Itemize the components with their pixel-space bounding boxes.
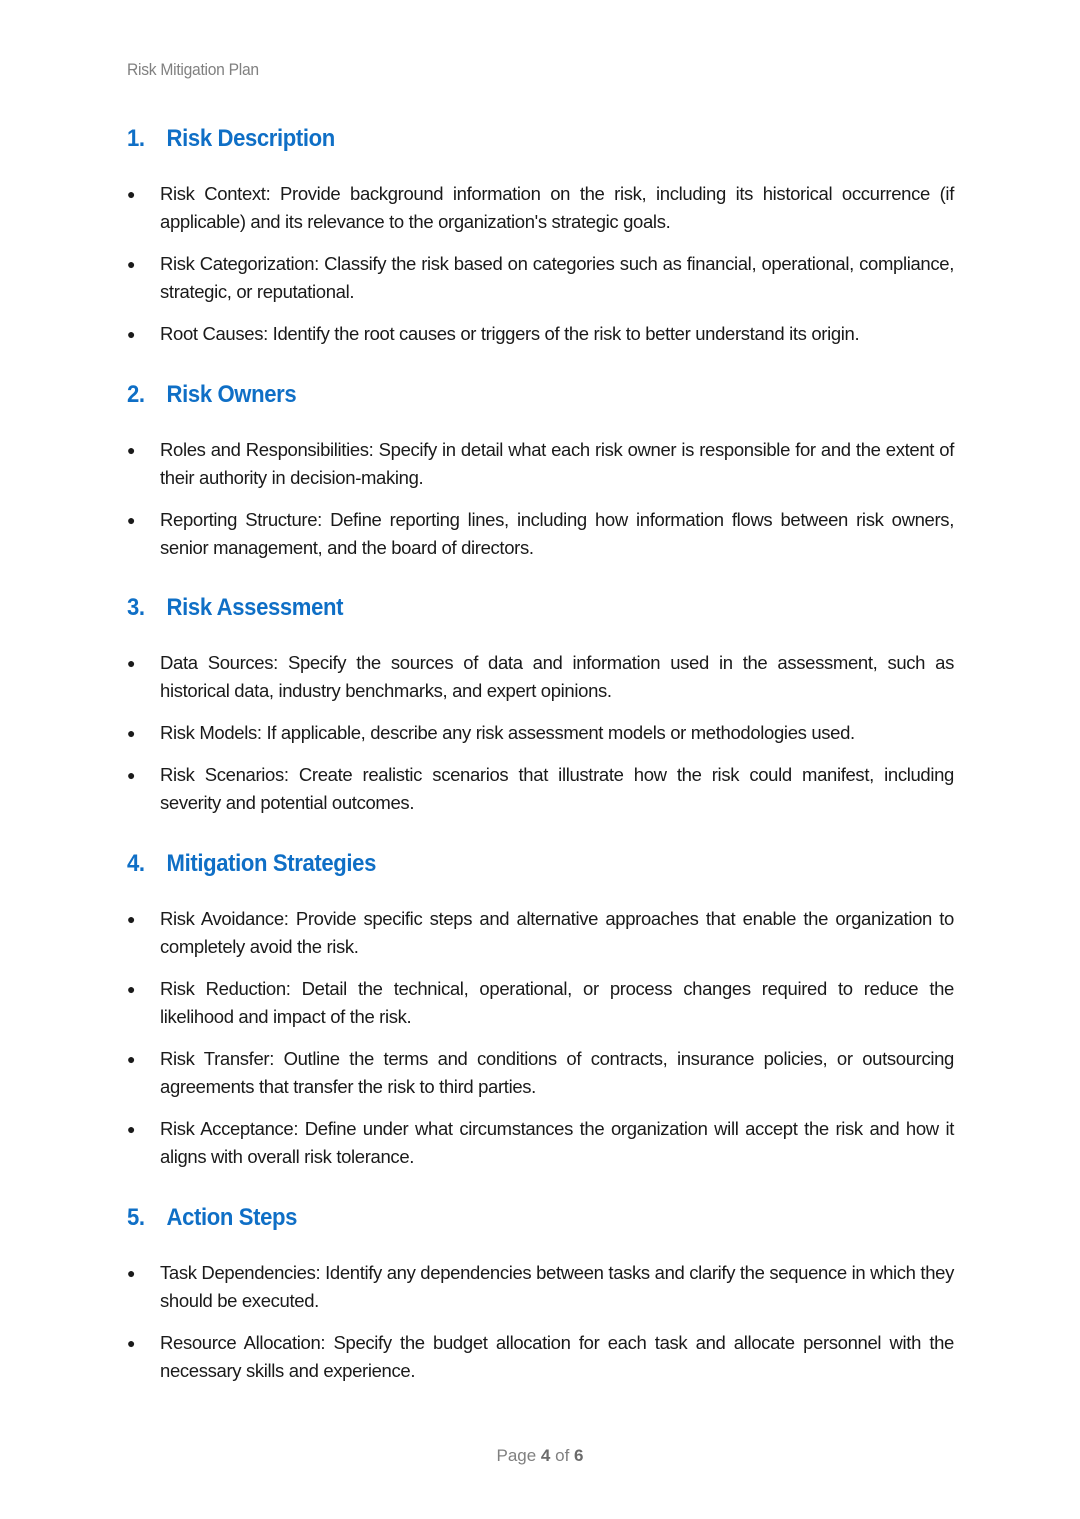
section-heading: 1. Risk Description [127, 125, 335, 152]
bullet-icon: ● [127, 512, 136, 528]
list-item: ● Resource Allocation: Specify the budget allocation for each task and allocate personnel with the necessary skills and experience. [127, 1329, 954, 1385]
list-item: ● Data Sources: Specify the sources of data and information used in the assessment, such as historical data, industry benchmarks, and expert opinions. [127, 649, 954, 705]
list-item: ● Risk Avoidance: Provide specific steps and alternative approaches that enable the organization to completely avoid the risk. [127, 905, 954, 961]
list-item: ● Roles and Responsibilities: Specify in detail what each risk owner is responsible for and the extent of their authority in decision-making. [127, 436, 954, 492]
list-item: ● Risk Acceptance: Define under what circumstances the organization will accept the risk and how it aligns with overall risk tolerance. [127, 1115, 954, 1171]
bullet-icon: ● [127, 1265, 136, 1281]
bullet-icon: ● [127, 981, 136, 997]
section-heading: 5. Action Steps [127, 1204, 298, 1231]
bullet-icon: ● [127, 725, 136, 741]
bullet-icon: ● [127, 1121, 136, 1137]
page-number-footer: Page 4 of 6 [496, 1446, 584, 1465]
bullet-icon: ● [127, 767, 136, 783]
bullet-icon: ● [127, 911, 136, 927]
section-mitigation-strategies [127, 850, 954, 1185]
section-risk-assessment [127, 594, 954, 831]
list-item: ● Risk Context: Provide background information on the risk, including its historical occurrence (if applicable) and its relevance to the organization's strategic goals. [127, 180, 954, 236]
bullet-list [127, 1259, 954, 1385]
list-item: ● Risk Scenarios: Create realistic scenarios that illustrate how the risk could manifest, including severity and potential outcomes. [127, 761, 954, 817]
bullet-list [127, 649, 954, 817]
bullet-list [127, 436, 954, 562]
section-heading: 4. Mitigation Strategies [127, 850, 376, 877]
bullet-list [127, 180, 954, 348]
bullet-icon: ● [127, 256, 136, 272]
bullet-list [127, 905, 954, 1171]
section-heading: 3. Risk Assessment [127, 594, 344, 621]
list-item: ● Risk Transfer: Outline the terms and conditions of contracts, insurance policies, or outsourcing agreements that transfer the risk to third parties. [127, 1045, 954, 1101]
bullet-icon: ● [127, 1051, 136, 1067]
bullet-icon: ● [127, 326, 136, 342]
bullet-icon: ● [127, 655, 136, 671]
bullet-icon: ● [127, 442, 136, 458]
list-item: ● Reporting Structure: Define reporting lines, including how information flows between risk owners, senior management, and the board of directors. [127, 506, 954, 562]
bullet-icon: ● [127, 1335, 136, 1351]
bullet-icon: ● [127, 186, 136, 202]
list-item: ● Root Causes: Identify the root causes or triggers of the risk to better understand its origin. [127, 320, 954, 348]
document-header: Risk Mitigation Plan [127, 60, 259, 79]
section-action-steps [127, 1204, 954, 1399]
list-item: ● Risk Categorization: Classify the risk based on categories such as financial, operational, compliance, strategic, or reputational. [127, 250, 954, 306]
list-item: ● Risk Models: If applicable, describe any risk assessment models or methodologies used. [127, 719, 954, 747]
list-item: ● Task Dependencies: Identify any dependencies between tasks and clarify the sequence in which they should be executed. [127, 1259, 954, 1315]
section-risk-owners [127, 381, 954, 576]
list-item: ● Risk Reduction: Detail the technical, operational, or process changes required to reduce the likelihood and impact of the risk. [127, 975, 954, 1031]
section-risk-description [127, 125, 954, 362]
section-heading: 2. Risk Owners [127, 381, 297, 408]
